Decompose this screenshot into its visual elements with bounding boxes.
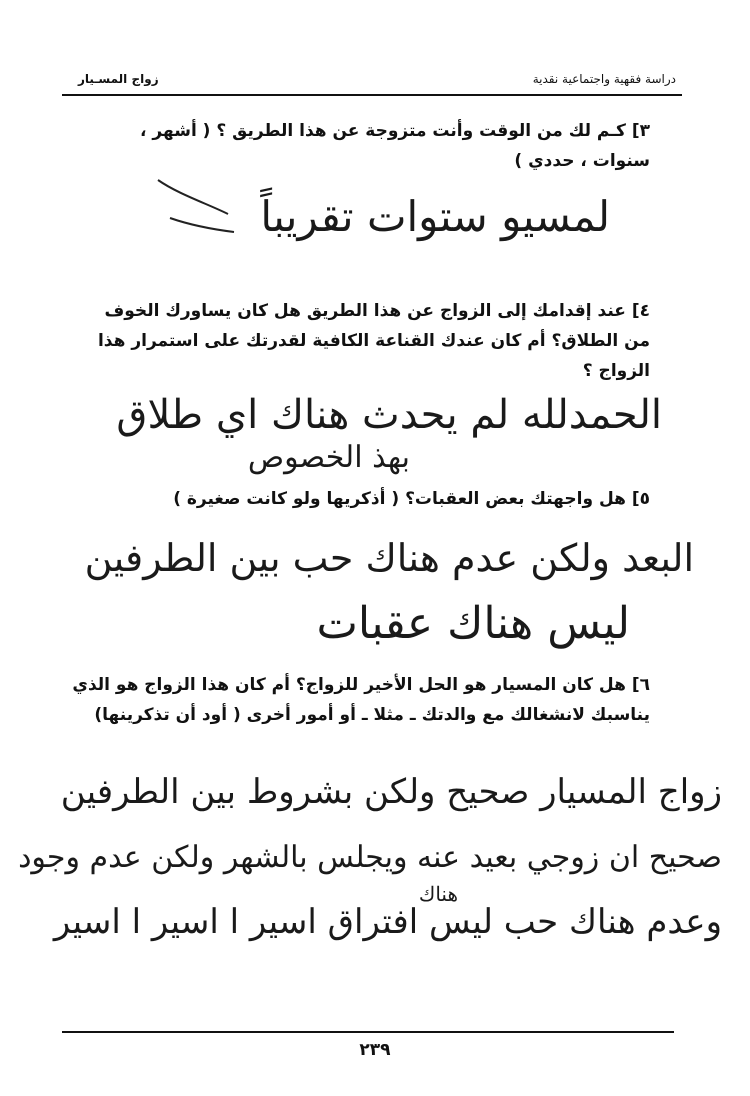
question-5 — [90, 484, 650, 514]
book-title: زواج المسـيار — [78, 72, 159, 86]
question-text: هل كان المسيار هو الحل الأخير للزواج؟ أم كان هذا الزواج هو الذي يناسبك لانشغالك مع والدتك ـ مثلا ـ أو أمور أخرى ( أود أن تذكرينها) — [72, 675, 650, 725]
question-3 — [90, 116, 650, 176]
question-text: عند إقدامك إلى الزواج عن هذا الطريق هل كان يساورك الخوف من الطلاق؟ أم كان عندك القناعة الكافية لقدرتك على استمرار هذا الزواج ؟ — [97, 301, 650, 381]
question-6 — [70, 670, 650, 730]
page-number: ٢٣٩ — [359, 1040, 391, 1060]
footer-rule — [62, 1031, 674, 1033]
answer-6-line-2: صحيح ان زوجي بعيد عنه ويجلس بالشهر ولكن عدم وجود — [18, 840, 722, 875]
handwritten-brace-mark — [148, 174, 238, 254]
answer-5-line-2: ليس هناك عقبات — [316, 598, 630, 649]
question-number: ٥] — [631, 489, 650, 509]
answer-4-line-1: الحمدلله لم يحدث هناك اي طلاق — [116, 392, 662, 438]
question-4 — [80, 296, 650, 386]
question-text: كـم لك من الوقت وأنت متزوجة عن هذا الطريق ؟ ( أشهر ، سنوات ، حددي ) — [140, 121, 650, 171]
header-rule — [62, 94, 682, 96]
book-subtitle: دراسة فقهية واجتماعية نقدية — [532, 72, 676, 86]
answer-4-line-2: بهذ الخصوص — [247, 440, 410, 475]
answer-6-line-1: زواج المسيار صحيح ولكن بشروط بين الطرفين — [60, 772, 722, 812]
question-number: ٦] — [631, 675, 650, 695]
answer-6-insertion: هناك — [418, 882, 458, 906]
question-text: هل واجهتك بعض العقبات؟ ( أذكريها ولو كانت صغيرة ) — [173, 489, 626, 509]
question-number: ٤] — [631, 301, 650, 321]
question-number: ٣] — [631, 121, 650, 141]
answer-3-handwriting: لمسيو ستوات تقريباً — [260, 192, 610, 241]
answer-6-line-3: وعدم هناك حب ليس افتراق اسير ا اسير ا اسير — [53, 902, 722, 942]
answer-5-line-1: البعد ولكن عدم هناك حب بين الطرفين — [84, 536, 694, 580]
